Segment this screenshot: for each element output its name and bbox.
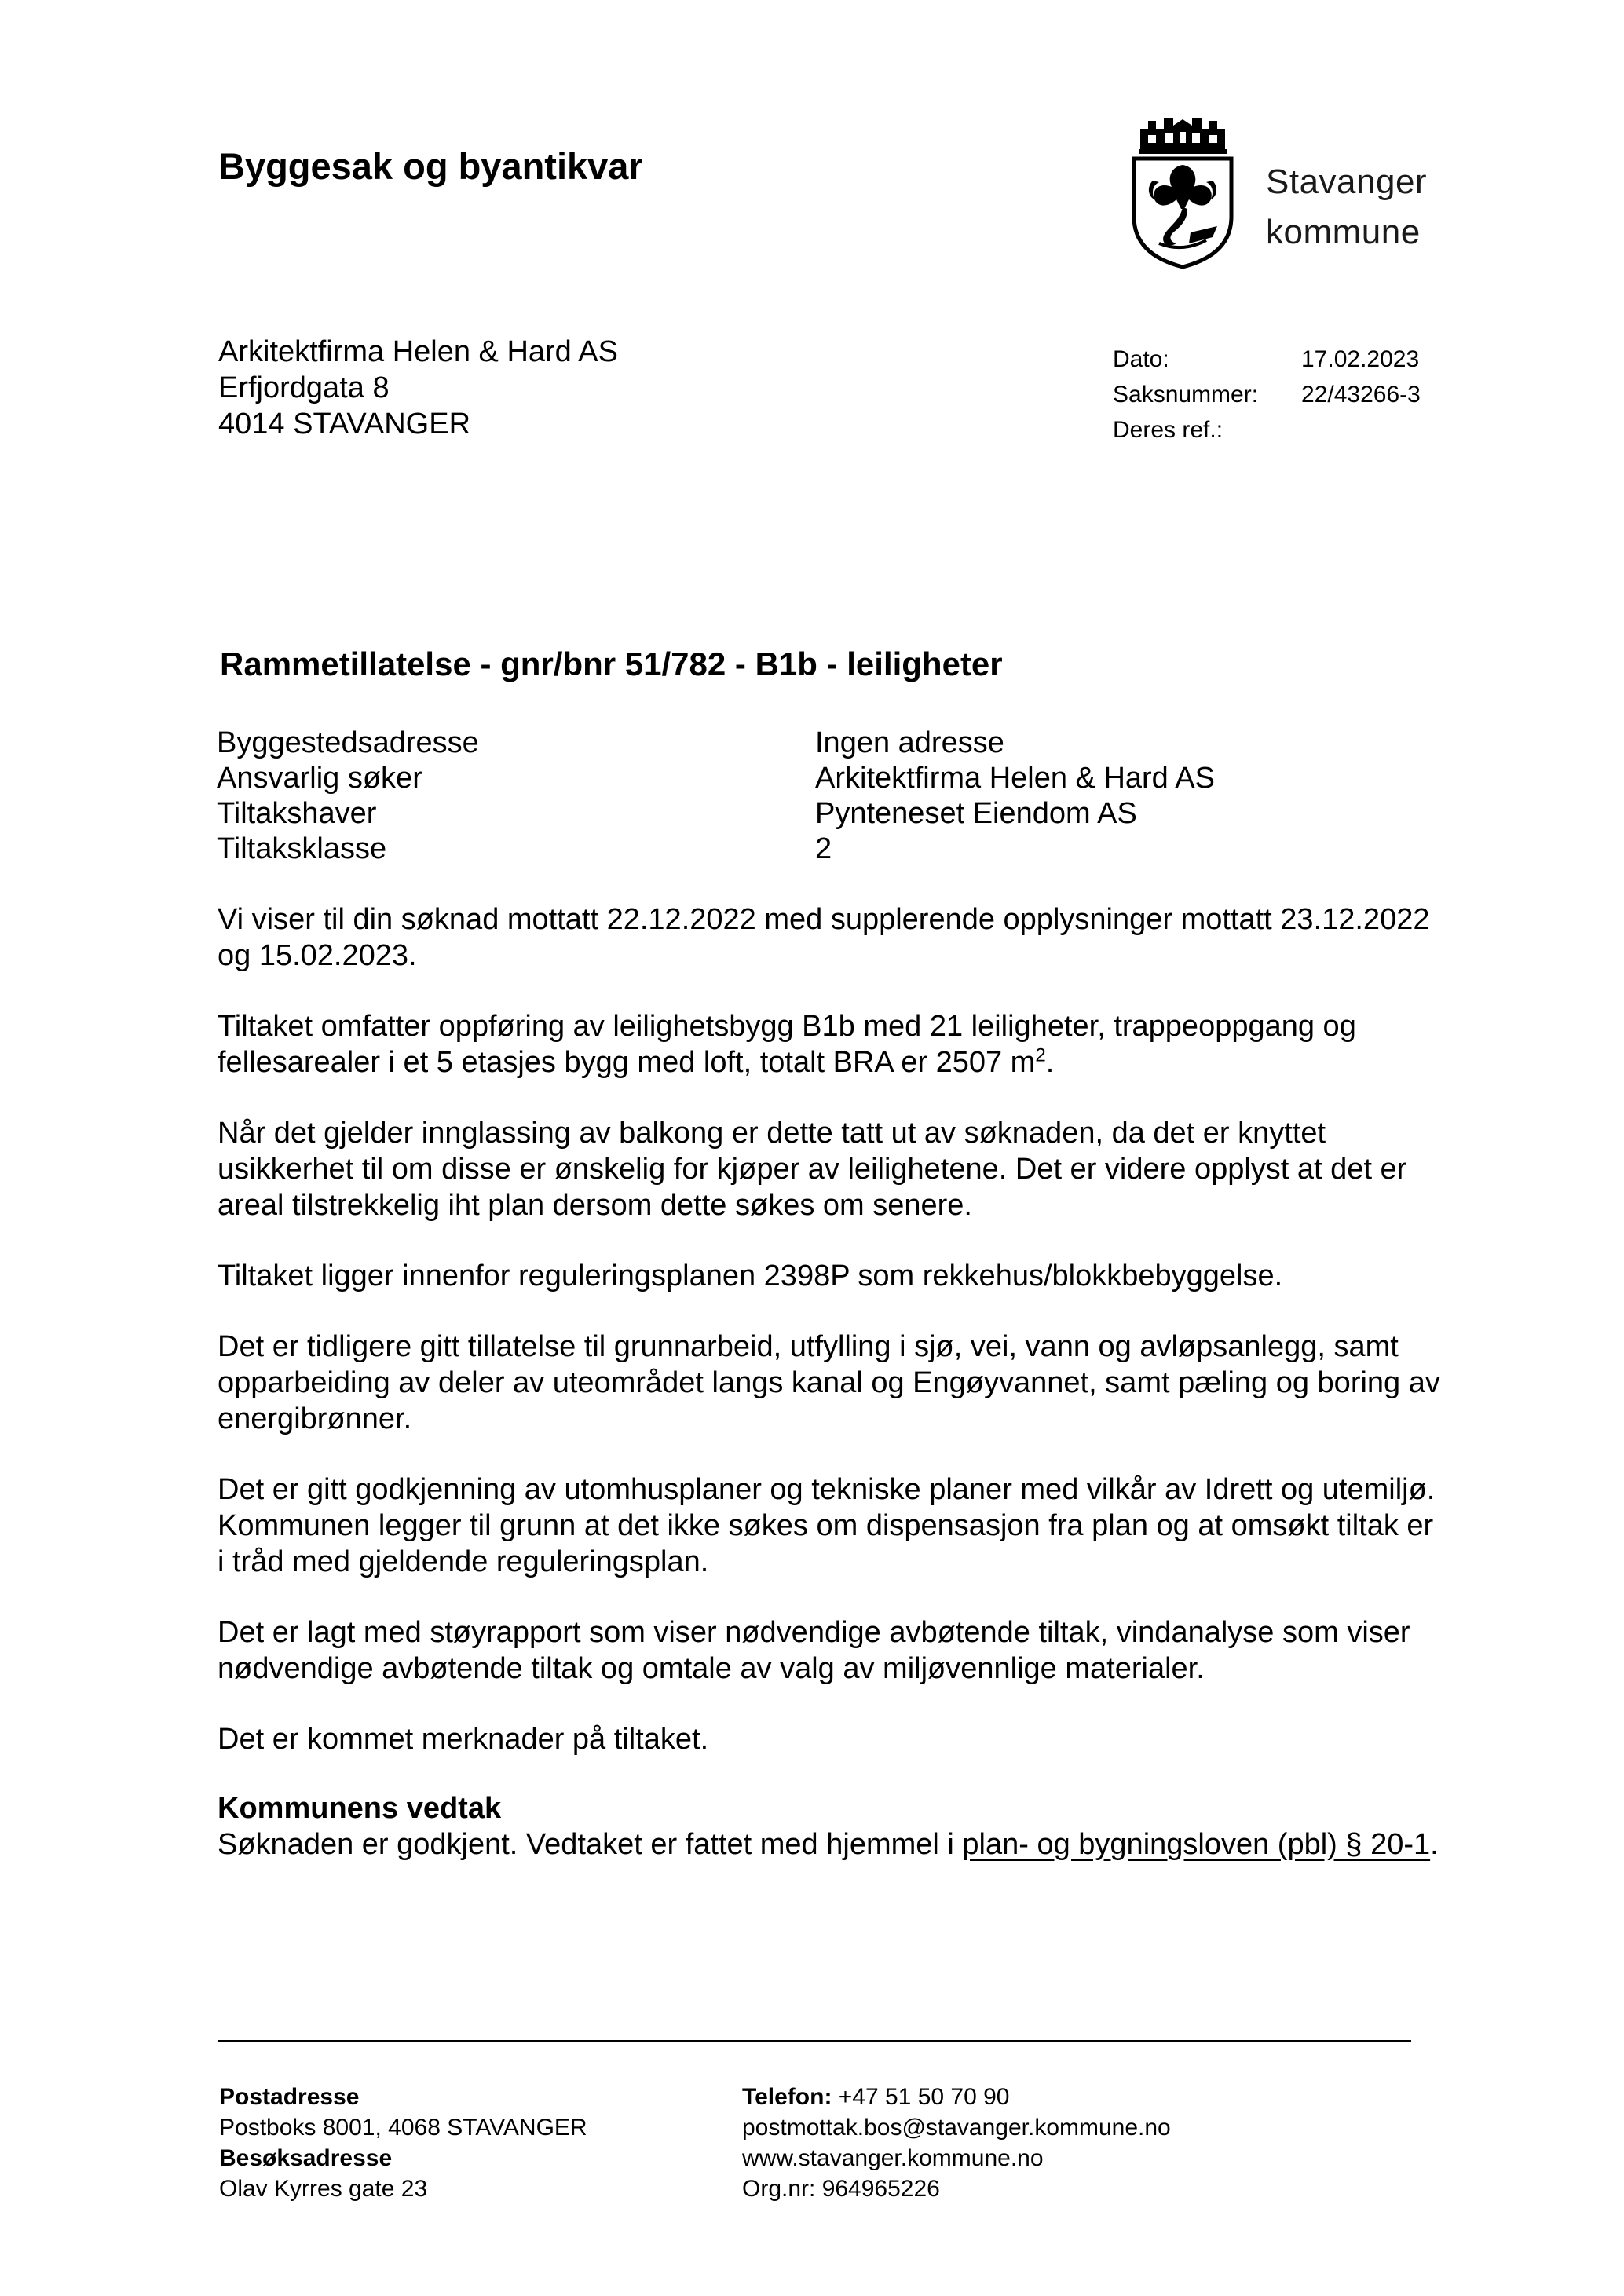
fact-value: Pynteneset Eiendom AS [815,797,1137,830]
meta-row-your-ref [1113,412,1421,448]
meta-value: 17.02.2023 [1301,346,1420,372]
postal-value: Postboks 8001, 4068 STAVANGER [219,2115,587,2141]
fact-row [217,832,1215,867]
fact-key: Tiltakshaver [217,797,377,830]
paragraph-zoning-plan: Tiltaket ligger innenfor reguleringsplanen 2398P som rekkehus/blokkbebyggelse. [218,1260,1283,1292]
recipient-city: 4014 STAVANGER [218,408,471,441]
document-meta [1113,342,1421,448]
paragraph-balcony-glazing: Når det gjelder innglassing av balkong er dette tatt ut av søknaden, da det er knyttet usikkerhet til om disse er ønskelig for kjøper av leilighetene. Det er videre opplyst at det er areal tilstrekkelig iht plan dersom dette søkes om senere. [218,1117,1407,1222]
phone-label: Telefon: [742,2084,832,2110]
meta-row-case-number [1113,377,1421,412]
fact-row [217,761,1215,796]
meta-value: 22/43266-3 [1301,382,1421,408]
footer-contact [742,2082,1171,2204]
pbl-law-link[interactable]: plan- og bygningsloven (pbl) § 20-1 [962,1828,1431,1861]
letter-body [218,901,1443,1863]
decision-paragraph [218,1826,1443,1863]
footer-divider [218,2040,1411,2042]
fact-value: Ingen adresse [815,726,1004,759]
document-title: Rammetillatelse - gnr/bnr 51/782 - B1b - leiligheter [220,645,1003,682]
meta-label: Dato: [1113,346,1169,372]
superscript-2: 2 [1035,1044,1046,1066]
brand-name [1266,157,1427,258]
fact-key: Byggestedsadresse [217,726,479,759]
phone-value: +47 51 50 70 90 [832,2084,1010,2110]
scope-end: . [1045,1046,1055,1079]
scope-text: Tiltaket omfatter oppføring av leilighetsbygg B1b med 21 leiligheter, trappeoppgang og fellesarealer i et 5 etasjes bygg med loft, totalt BRA er 2507 m [218,1010,1356,1079]
fact-value: 2 [815,832,832,865]
email-address: postmottak.bos@stavanger.kommune.no [742,2115,1171,2141]
meta-row-date [1113,342,1421,377]
brand-line-1: Stavanger [1266,163,1428,201]
fact-key: Tiltaksklasse [217,832,387,865]
decision-end: . [1430,1828,1439,1861]
recipient-address [218,334,618,442]
paragraph-remarks: Det er kommet merknader på tiltaket. [218,1723,709,1756]
org-number: Org.nr: 964965226 [742,2176,940,2202]
visit-label: Besøksadresse [219,2145,393,2171]
decision-heading: Kommunens vedtak [218,1792,502,1825]
footer-addresses [219,2082,587,2204]
fact-key: Ansvarlig søker [217,762,422,795]
paragraph-application-reference: Vi viser til din søknad mottatt 22.12.2022 med supplerende opplysninger mottatt 23.12.2022 og 15.02.2023. [218,903,1430,972]
paragraph-previous-permits: Det er tidligere gitt tillatelse til grunnarbeid, utfylling i sjø, vei, vann og avløpsanlegg, samt opparbeiding av deler av uteområdet langs kanal og Engøyvannet, samt pæling og boring av energibrønner. [218,1330,1440,1435]
meta-label: Saksnummer: [1113,382,1259,408]
recipient-street: Erfjordgata 8 [218,371,390,404]
fact-row [217,726,1215,761]
stavanger-coat-of-arms-logo [1125,115,1241,270]
meta-label: Deres ref.: [1113,417,1223,443]
department-heading: Byggesak og byantikvar [218,145,643,187]
brand-line-2: kommune [1266,213,1421,251]
visit-value: Olav Kyrres gate 23 [219,2176,428,2202]
fact-value: Arkitektfirma Helen & Hard AS [815,762,1215,795]
website: www.stavanger.kommune.no [742,2145,1044,2171]
paragraph-project-scope [218,1008,1443,1080]
case-facts [217,726,1215,867]
fact-row [217,796,1215,832]
recipient-name: Arkitektfirma Helen & Hard AS [218,335,618,368]
paragraph-approvals: Det er gitt godkjenning av utomhusplaner og tekniske planer med vilkår av Idrett og utemiljø. Kommunen legger til grunn at det ikke søkes om dispensasjon fra plan og at omsøkt tiltak er i tråd med gjeldende reguleringsplan. [218,1473,1436,1578]
decision-text: Søknaden er godkjent. Vedtaket er fattet med hjemmel i [218,1828,963,1861]
paragraph-reports: Det er lagt med støyrapport som viser nødvendige avbøtende tiltak, vindanalyse som viser nødvendige avbøtende tiltak og omtale av valg av miljøvennlige materialer. [218,1616,1410,1685]
postal-label: Postadresse [219,2084,360,2110]
